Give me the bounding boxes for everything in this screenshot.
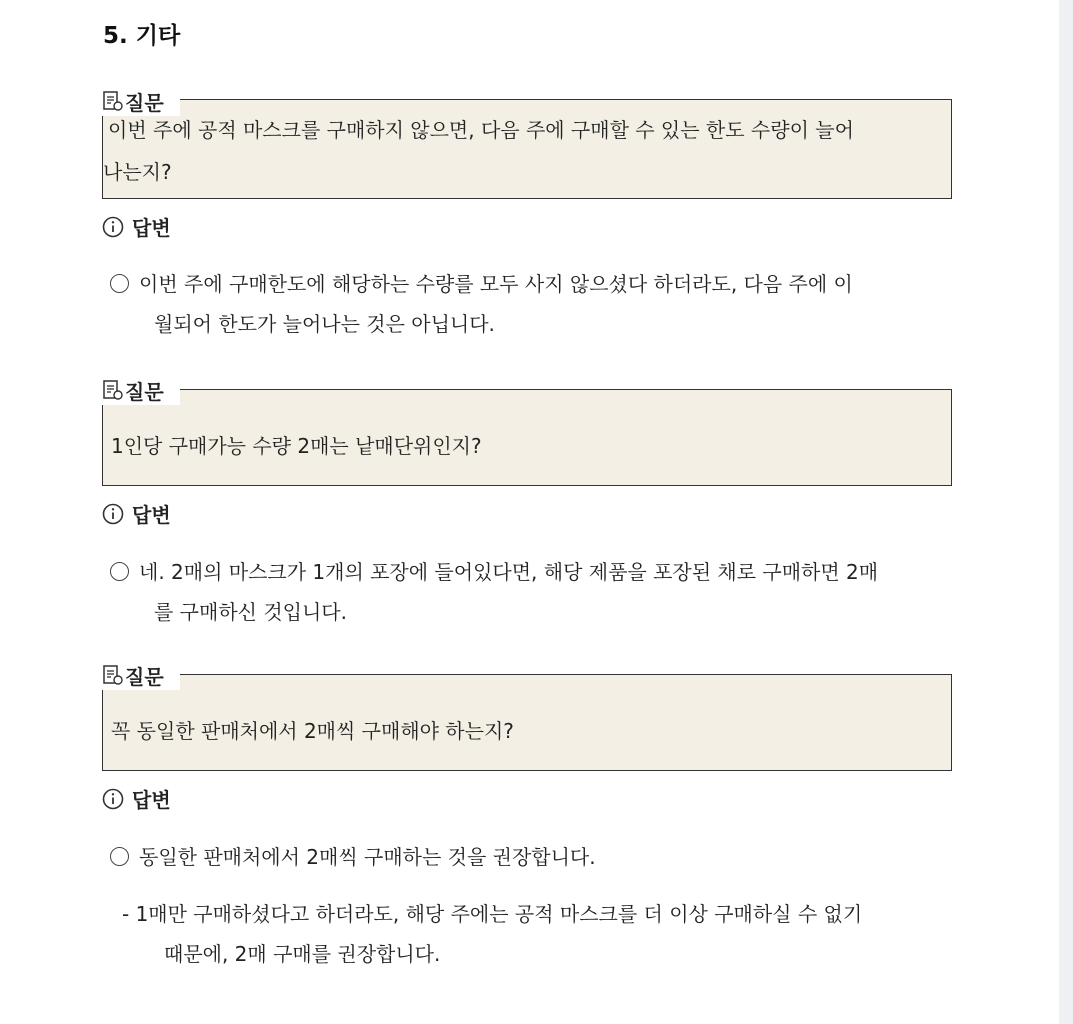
- memo-icon: [102, 90, 124, 112]
- question-text-line1: 1인당 구매가능 수량 2매는 낱매단위인지?: [111, 434, 482, 458]
- question-label-text: 질문: [125, 379, 164, 404]
- question-label-text: 질문: [125, 664, 164, 689]
- answer-text: [110, 264, 970, 344]
- answer-text-line1: 이번 주에 구매한도에 해당하는 수량를 모두 사지 않으셨다 하더라도, 다음 주에 이: [139, 272, 853, 296]
- answer-note-line2: 때문에, 2매 구매를 권장합니다.: [164, 942, 441, 966]
- answer-text-line2: 를 구매하신 것입니다.: [154, 600, 347, 624]
- info-icon: [102, 216, 124, 238]
- answer-text-line1: 동일한 판매처에서 2매씩 구매하는 것을 권장합니다.: [139, 845, 596, 869]
- question-label: [102, 86, 180, 116]
- memo-icon: [102, 379, 124, 401]
- answer-text-line1: 네. 2매의 마스크가 1개의 포장에 들어있다면, 해당 제품을 포장된 채로 구매하면 2매: [139, 560, 879, 584]
- answer-label: [102, 212, 171, 241]
- answer-text: [110, 552, 970, 632]
- answer-label-text: 답변: [132, 216, 171, 240]
- question-text-line1: 꼭 동일한 판매처에서 2매씩 구매해야 하는지?: [111, 719, 514, 743]
- circle-bullet-icon: [110, 562, 129, 581]
- info-icon: [102, 503, 124, 525]
- answer-label: [102, 784, 171, 813]
- section-title: 5. 기타: [103, 23, 181, 49]
- answer-label: [102, 499, 171, 528]
- answer-note: [122, 894, 982, 974]
- answer-label-text: 답변: [132, 788, 171, 812]
- question-text-line1: 이번 주에 공적 마스크를 구매하지 않으면, 다음 주에 구매할 수 있는 한도 수량이 늘어: [108, 118, 854, 142]
- question-label: [102, 660, 180, 690]
- memo-icon: [102, 664, 124, 686]
- question-box: [102, 99, 952, 199]
- question-box: [102, 389, 952, 486]
- scrollbar-track[interactable]: [1059, 0, 1073, 1024]
- answer-text-line2: 월되어 한도가 늘어나는 것은 아닙니다.: [154, 312, 495, 336]
- question-box: [102, 674, 952, 771]
- circle-bullet-icon: [110, 847, 129, 866]
- question-label: [102, 375, 180, 405]
- question-text-line2: 나는지?: [103, 160, 172, 184]
- answer-label-text: 답변: [132, 503, 171, 527]
- info-icon: [102, 788, 124, 810]
- circle-bullet-icon: [110, 274, 129, 293]
- question-label-text: 질문: [125, 90, 164, 115]
- answer-note-line1: - 1매만 구매하셨다고 하더라도, 해당 주에는 공적 마스크를 더 이상 구매하실 수 없기: [122, 902, 863, 926]
- answer-text: [110, 837, 970, 877]
